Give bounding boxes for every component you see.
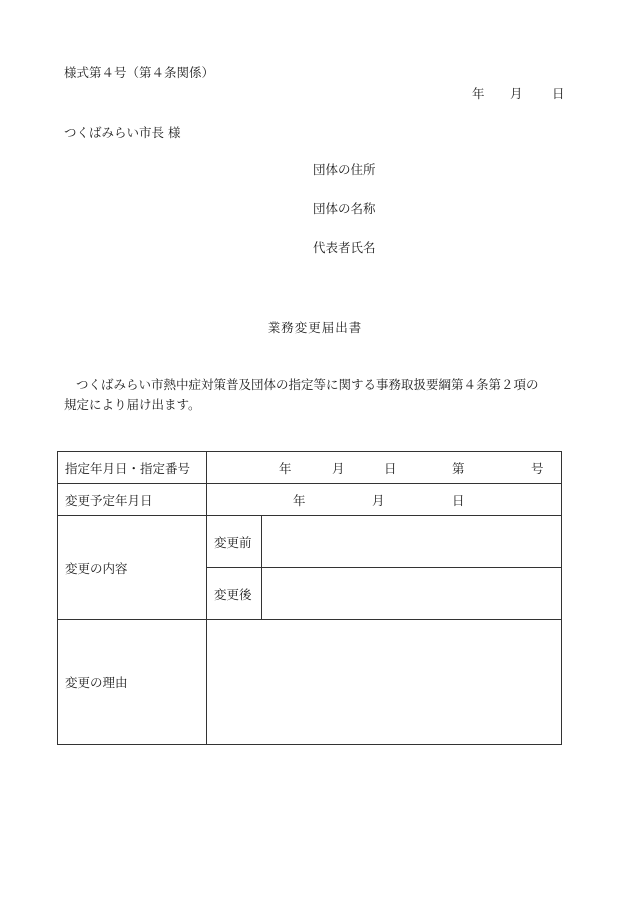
applicant-address-label: 団体の住所 (313, 162, 376, 177)
date-year-label: 年 (472, 86, 485, 101)
scheduled-date-row (58, 484, 562, 516)
representative-name-label: 代表者氏名 (313, 240, 376, 255)
body-line-2: 規定により届け出ます。 (64, 397, 201, 412)
change-content-label: 変更の内容 (58, 516, 207, 620)
designation-number-suffix: 号 (531, 460, 544, 476)
scheduled-date-field[interactable] (207, 484, 562, 516)
designation-label: 指定年月日・指定番号 (58, 452, 207, 484)
document-title: 業務変更届出書 (267, 320, 363, 335)
body-line-1: つくばみらい市熱中症対策普及団体の指定等に関する事務取扱要綱第４条第２項の (76, 377, 539, 392)
designation-value-field[interactable] (207, 452, 562, 484)
applicant-name-label: 団体の名称 (313, 201, 376, 216)
designation-number-prefix: 第 (452, 460, 465, 476)
change-reason-field[interactable] (207, 620, 562, 745)
date-day-label: 日 (552, 86, 565, 101)
change-before-field[interactable] (262, 516, 562, 568)
scheduled-year-label: 年 (293, 492, 306, 508)
change-notification-table (57, 451, 562, 745)
change-before-label: 変更前 (207, 516, 262, 568)
form-number: 様式第４号（第４条関係） (64, 65, 215, 80)
change-after-label: 変更後 (207, 568, 262, 620)
addressee: つくばみらい市長 様 (64, 125, 181, 140)
designation-month-label: 月 (332, 460, 345, 476)
scheduled-day-label: 日 (452, 492, 465, 508)
designation-row (58, 452, 562, 484)
scheduled-date-label: 変更予定年月日 (58, 484, 207, 516)
change-after-field[interactable] (262, 568, 562, 620)
designation-year-label: 年 (279, 460, 292, 476)
change-before-row (58, 516, 562, 568)
body-text (64, 375, 564, 415)
date-month-label: 月 (510, 86, 523, 101)
change-reason-row (58, 620, 562, 745)
designation-day-label: 日 (384, 460, 397, 476)
scheduled-month-label: 月 (372, 492, 385, 508)
change-reason-label: 変更の理由 (58, 620, 207, 745)
